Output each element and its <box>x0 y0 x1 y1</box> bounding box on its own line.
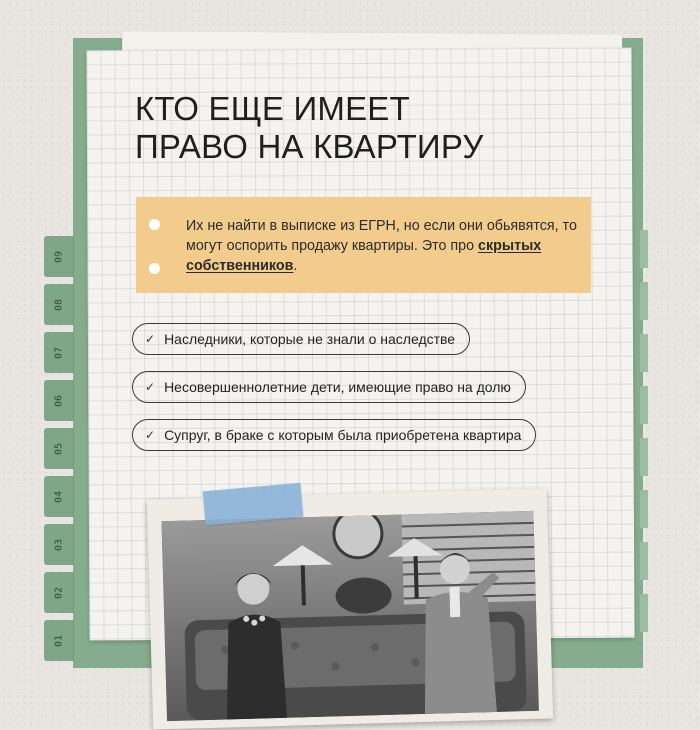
check-icon: ✓ <box>145 428 156 442</box>
side-tab <box>44 476 74 517</box>
side-tab <box>44 524 74 565</box>
note-text-body: Их не найти в выписке из ЕГРН, но если они обьявятся, то могут оспорить продажу квартиры. Это про <box>186 218 577 254</box>
title-line-2: ПРАВО НА КВАРТИРУ <box>135 128 484 165</box>
side-tab-label: 05 <box>53 442 65 455</box>
side-tab <box>44 332 74 373</box>
side-tab <box>44 236 74 277</box>
side-tab-label: 04 <box>53 490 65 503</box>
title-line-1: КТО ЕЩЕ ИМЕЕТ <box>135 90 410 127</box>
list-item-label: Наследники, которые не знали о наследстве <box>164 331 456 347</box>
side-tab-label: 03 <box>53 538 65 551</box>
note-bullet-dot <box>149 263 160 274</box>
side-tab <box>44 428 74 469</box>
side-tab-label: 06 <box>53 394 65 407</box>
note-highlight: скрытых собственников <box>186 238 542 274</box>
check-icon: ✓ <box>145 332 156 346</box>
side-tab <box>44 380 74 421</box>
side-tab-label: 09 <box>53 250 65 263</box>
right-tab <box>640 490 648 528</box>
right-tab <box>640 282 648 320</box>
side-tab-label: 01 <box>53 634 65 647</box>
note-text-end: . <box>293 258 298 274</box>
list-item <box>132 419 536 451</box>
note-bullet-dot <box>149 219 160 230</box>
right-tab <box>640 594 648 632</box>
right-tab <box>640 386 648 424</box>
right-tab <box>640 230 648 268</box>
side-tab-label: 08 <box>53 298 65 311</box>
side-tab-label: 07 <box>53 346 65 359</box>
list-item-label: Несовершеннолетние дети, имеющие право на долю <box>164 379 511 395</box>
note-text <box>186 216 586 276</box>
side-tab <box>44 620 74 661</box>
side-tab-label: 02 <box>53 586 65 599</box>
right-tabs <box>640 230 650 650</box>
side-tabs <box>44 236 74 656</box>
page-title <box>135 90 595 166</box>
list-item-label: Супруг, в браке с которым была приобретена квартира <box>164 427 522 443</box>
right-tab <box>640 542 648 580</box>
side-tab <box>44 284 74 325</box>
side-tab <box>44 572 74 613</box>
couple-on-sofa-photo <box>161 511 538 721</box>
right-tab <box>640 334 648 372</box>
list-item <box>132 371 526 403</box>
right-tab <box>640 438 648 476</box>
list-item <box>132 323 470 355</box>
vintage-photo <box>161 511 538 721</box>
check-icon: ✓ <box>145 380 156 394</box>
